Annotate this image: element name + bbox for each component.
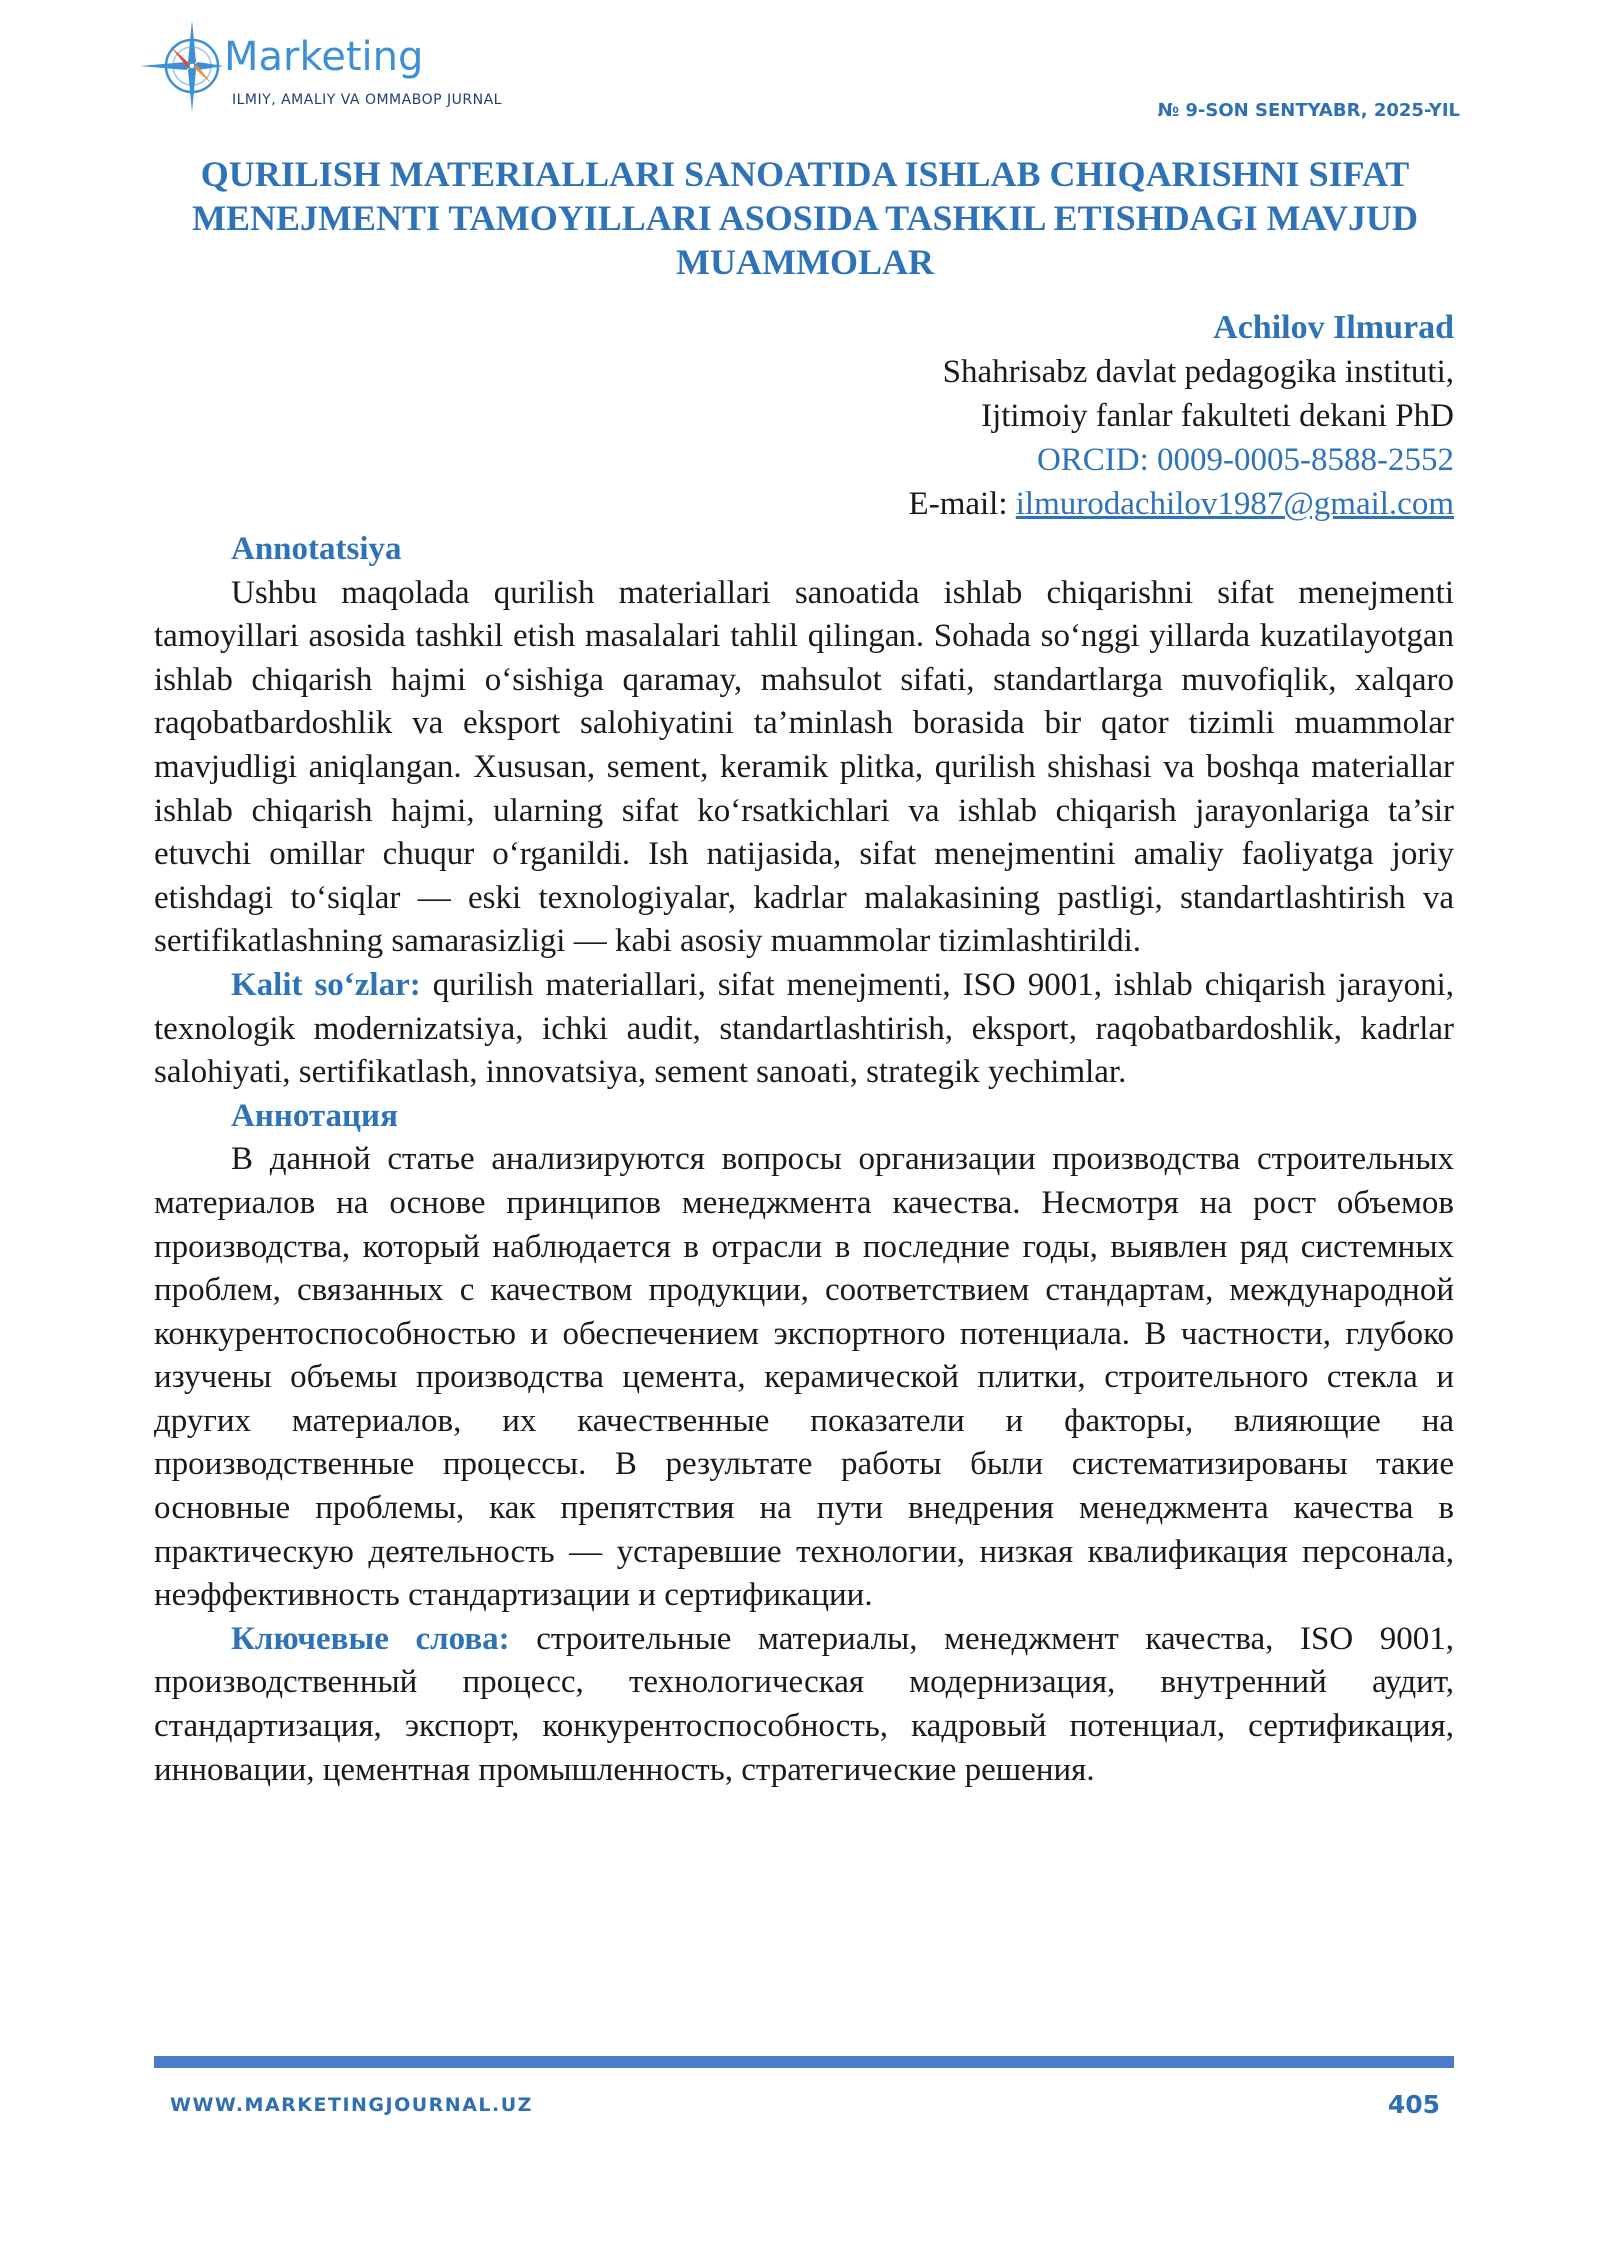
logo-name: Marketing	[224, 34, 424, 80]
issue-number: № 9-SON SENTYABR, 2025-YIL	[1157, 100, 1460, 121]
author-block	[909, 306, 1454, 526]
annotation-uz-text: Ushbu maqolada qurilish materiallari sanoatida ishlab chiqarishni sifat menejmenti tamoyillari asosida tashkil etish masalalari tahlil qilingan. Sohada so‘nggi yillarda kuzatilayotgan ishlab chiqarish hajmi o‘sishiga qaramay, mahsulot sifati, standartlarga muvofiqlik, xalqaro raqobatbardoshlik va eksport salohiyatini ta’minlash borasida bir qator tizimli muammolar mavjudligi aniqlangan. Xususan, sement, keramik plitka, qurilish shishasi va boshqa materiallar ishlab chiqarish hajmi, ularning sifat ko‘rsatkichlari va ishlab chiqarish jarayonlariga ta’sir etuvchi omillar chuqur o‘rganildi. Ish natijasida, sifat menejmentini amaliy faoliyatga joriy etishdagi to‘siqlar — eski texnologiyalar, kadrlar malakasining pastligi, standartlashtirish va sertifikatlashning samarasizligi — kabi asosiy muammolar tizimlashtirildi.	[154, 574, 1454, 960]
keywords-uz	[154, 964, 1454, 1095]
annotation-ru-text: В данной статье анализируются вопросы организации производства строительных материалов на основе принципов менеджмента качества. Несмотря на рост объемов производства, который наблюдается в отрасли в последние годы, выявлен ряд системных проблем, связанных с качеством продукции, соответствием стандартам, международной конкурентоспособностью и обеспечением экспортного потенциала. В частности, глубоко изучены объемы производства цемента, керамической плитки, строительного стекла и других материалов, их качественные показатели и факторы, влияющие на производственные процессы. В результате работы были систематизированы такие основные проблемы, как препятствия на пути внедрения менеджмента качества в практическую деятельность — устаревшие технологии, низкая квалификация персонала, неэффективность стандартизации и сертификации.	[154, 1141, 1454, 1614]
article-title: QURILISH MATERIALLARI SANOATIDA ISHLAB CHIQARISHNI SIFAT MENEJMENTI TAMOYILLARI ASOSIDA TASHKIL ETISHDAGI MAVJUD MUAMMOLAR	[192, 154, 1418, 282]
author-name: Achilov Ilmurad	[1213, 309, 1454, 346]
email-link[interactable]: ilmurodachilov1987@gmail.com	[1015, 486, 1454, 522]
footer-url[interactable]: WWW.MARKETINGJOURNAL.UZ	[170, 2094, 533, 2116]
email-line	[909, 482, 1454, 526]
affiliation-line-1: Shahrisabz davlat pedagogika instituti,	[942, 354, 1454, 390]
keywords-uz-text: qurilish materiallari, sifat menejmenti, ISO 9001, ishlab chiqarish jarayoni, texnologik modernizatsiya, ichki audit, standartlashtirish, eksport, raqobatbardoshlik, kadrlar salohiyati, sertifikatlash, innovatsiya, sement sanoati, strategik yechimlar.	[154, 966, 1454, 1091]
page-header	[140, 18, 1460, 128]
keywords-ru-label: Ключевые слова:	[231, 1620, 510, 1657]
orcid: ORCID: 0009-0005-8588-2552	[1036, 442, 1454, 478]
journal-logo	[140, 18, 520, 118]
keywords-ru	[154, 1618, 1454, 1792]
annotation-uz-heading: Annotatsiya	[231, 531, 402, 567]
keywords-uz-label: Kalit so‘zlar:	[231, 966, 421, 1003]
compass-icon	[140, 18, 230, 118]
email-label: E-mail:	[908, 486, 1016, 522]
keywords-ru-text: строительные материалы, менеджмент качества, ISO 9001, производственный процесс, технологическая модернизация, внутренний аудит, стандартизация, экспорт, конкурентоспособность, кадровый потенциал, сертификация, инновации, цементная промышленность, стратегические решения.	[154, 1620, 1455, 1788]
logo-subtitle: ILMIY, AMALIY VA OMMABOP JURNAL	[232, 92, 502, 108]
article-body	[154, 528, 1454, 1792]
footer-divider	[154, 2056, 1454, 2068]
page-number: 405	[1387, 2090, 1440, 2119]
affiliation-line-2: Ijtimoiy fanlar fakulteti dekani PhD	[981, 398, 1454, 434]
annotation-ru-heading: Аннотация	[231, 1097, 398, 1134]
